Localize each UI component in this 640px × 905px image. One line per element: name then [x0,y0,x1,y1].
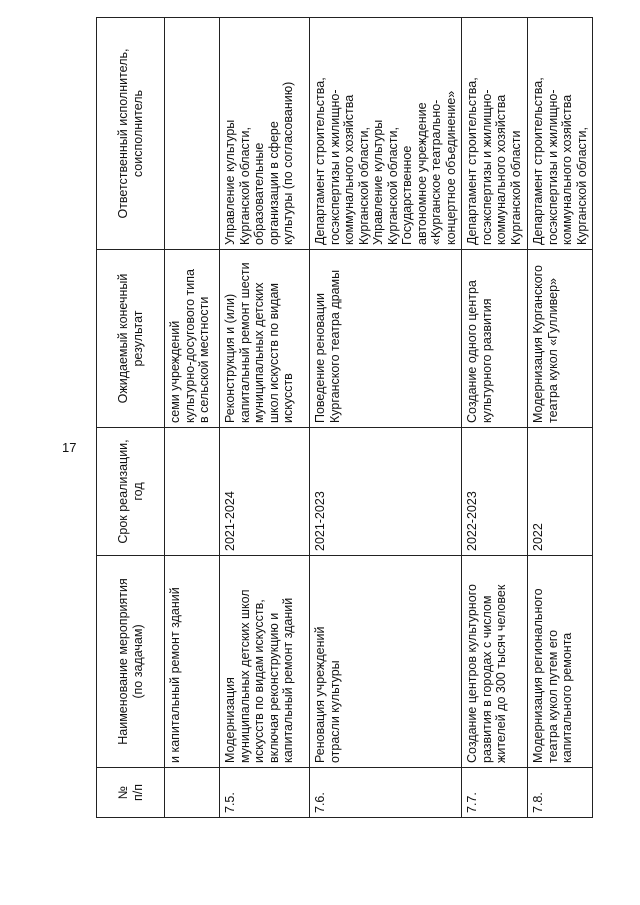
table-row [165,18,220,818]
rotated-table-container [96,18,589,818]
cell-name: Модернизация регионального театра кукол путем его капитального ремонта [528,556,593,768]
cell-name: Реновация учреждений отрасли культуры [310,556,462,768]
table-row [528,18,593,818]
cell-result: Модернизация Курганского театра кукол «Гулливер» [528,250,593,428]
cell-name: и капитальный ремонт зданий [165,556,220,768]
header-name: Наименование мероприятия (по задачам) [97,556,165,768]
cell-executor: Департамент строительства, госэкспертизы и жилищно- коммунального хозяйства Курганской области, Управление культуры Курганской области, Государственное автономное учреждение «Курганское театрально- концертное объединение» [310,18,462,250]
cell-term: 2022-2023 [462,428,528,556]
header-result: Ожидаемый конечный результат [97,250,165,428]
header-term: Срок реализации, год [97,428,165,556]
cell-term: 2021-2024 [220,428,310,556]
header-executor: Ответственный исполнитель, соисполнитель [97,18,165,250]
cell-term [165,428,220,556]
table-header-row [97,18,165,818]
cell-term: 2021-2023 [310,428,462,556]
cell-name: Создание центров культурного развития в городах с числом жителей до 300 тысяч человек [462,556,528,768]
cell-executor: Управление культуры Курганской области, образовательные организации в сфере культуры (по согласованию) [220,18,310,250]
header-num: № п/п [97,768,165,818]
cell-executor [165,18,220,250]
activities-table [96,17,593,818]
cell-num: 7.8. [528,768,593,818]
cell-num: 7.5. [220,768,310,818]
table-row [462,18,528,818]
table-row [310,18,462,818]
cell-executor: Департамент строительства, госэкспертизы и жилищно- коммунального хозяйства Курганской области, [528,18,593,250]
cell-name: Модернизация муниципальных детских школ искусств по видам искусств, включая реконструкцию и капитальный ремонт зданий [220,556,310,768]
cell-result: Создание одного центра культурного развития [462,250,528,428]
cell-result: Реконструкция и (или) капитальный ремонт шести муниципальных детских школ искусств по видам искусств [220,250,310,428]
cell-result: Поведение реновации Курганского театра драмы [310,250,462,428]
cell-term: 2022 [528,428,593,556]
cell-num [165,768,220,818]
cell-num: 7.6. [310,768,462,818]
page-number: 17 [62,440,77,455]
cell-executor: Департамент строительства, госэкспертизы и жилищно- коммунального хозяйства Курганской области [462,18,528,250]
cell-num: 7.7. [462,768,528,818]
table-row [220,18,310,818]
cell-result: семи учреждений культурно-досугового типа в сельской местности [165,250,220,428]
